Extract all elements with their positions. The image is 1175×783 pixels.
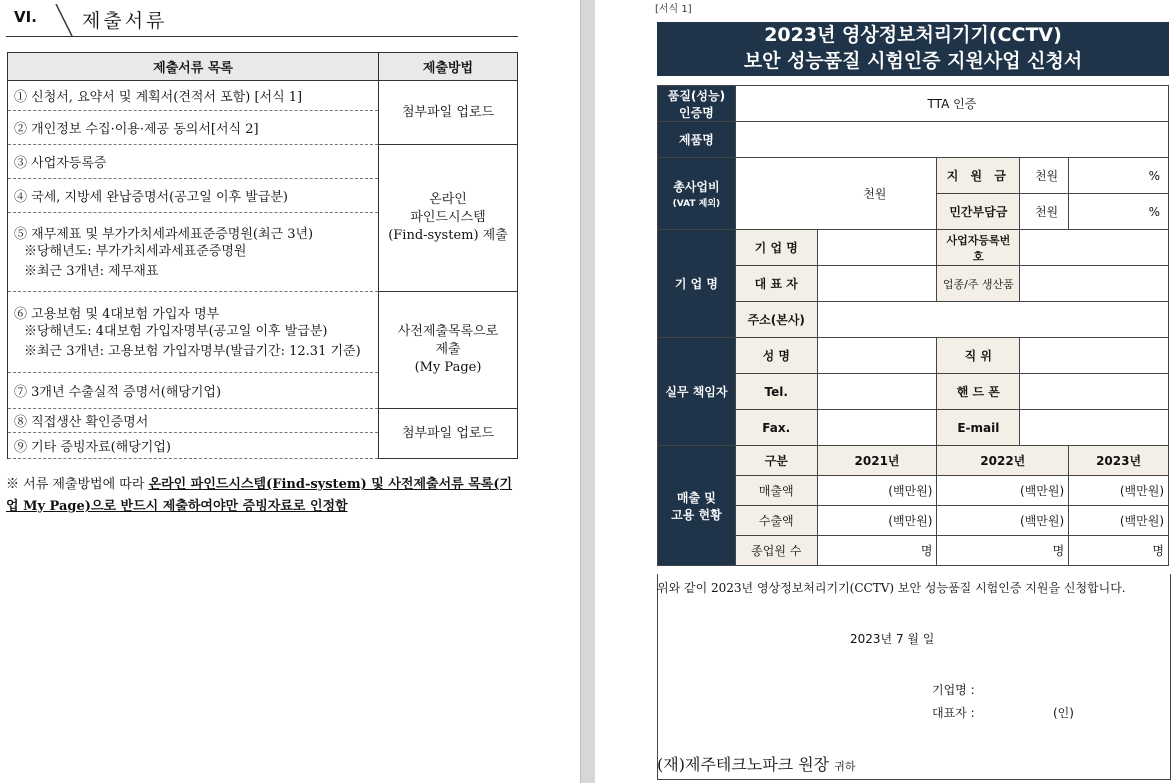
doc-item-6-title: ⑥ 고용보험 및 4대보험 가입자 명부: [14, 306, 220, 322]
support-amount-label: 지 원 금: [937, 158, 1020, 194]
doc-item-6: [8, 292, 379, 373]
private-percent-field[interactable]: %: [1069, 194, 1169, 230]
doc-item-7: ⑦ 3개년 수출실적 증명서(해당기업): [8, 373, 379, 409]
recipient-line: [657, 752, 856, 775]
note-prefix: ※ 서류 제출방법에 따라: [6, 477, 149, 492]
recipient-name: (재)제주테크노파크 원장: [657, 755, 830, 774]
section-divider-icon: [54, 4, 74, 38]
doc-item-5: [8, 213, 379, 292]
exports-2022-field[interactable]: (백만원): [937, 506, 1069, 536]
doc-method-findsystem: [379, 145, 518, 292]
cert-label-line2: 인증명: [679, 105, 714, 120]
section-number: VI.: [14, 8, 37, 26]
fax-field[interactable]: [817, 410, 937, 446]
product-name-label: 제품명: [658, 122, 736, 158]
total-cost-field[interactable]: 천원: [735, 158, 937, 230]
method-mypage-line1: 사전제출목록으로: [397, 324, 499, 339]
exports-label: 수출액: [735, 506, 817, 536]
section-underline: [6, 36, 518, 37]
application-title-line2: 보안 성능품질 시험인증 지원사업 신청서: [743, 50, 1083, 72]
industry-label: 업종/주 생산품: [937, 266, 1020, 302]
support-amount-field[interactable]: 천원: [1020, 158, 1069, 194]
exports-2021-field[interactable]: (백만원): [817, 506, 937, 536]
total-cost-label-line2: (VAT 제외): [672, 199, 721, 209]
submission-note: [6, 474, 521, 518]
form-number-label: [서식 1]: [655, 4, 692, 15]
sales-2021-field[interactable]: (백만원): [817, 476, 937, 506]
doc-method-upload-2: 첨부파일 업로드: [379, 409, 518, 459]
manager-group-label: 실무 책임자: [658, 338, 736, 446]
doc-item-4: ④ 국세, 지방세 완납증명서(공고일 이후 발급분): [8, 179, 379, 213]
declaration-box: [657, 574, 1171, 780]
employees-2021-field[interactable]: 명: [817, 536, 937, 566]
cert-name-value[interactable]: TTA 인증: [735, 86, 1168, 122]
mobile-field[interactable]: [1020, 374, 1169, 410]
method-findsystem-line2: 파인드시스템: [410, 210, 486, 225]
biz-reg-no-field[interactable]: [1020, 230, 1169, 266]
email-label: E-mail: [937, 410, 1020, 446]
tel-label: Tel.: [735, 374, 817, 410]
year-2021-header: 2021년: [817, 446, 937, 476]
note-emphasis: 온라인 파인드시스템(Find-system) 및 사전제출서류 목록(기업 My Page)으로 반드시 제출하여야만 증빙자료로 인정함: [6, 477, 513, 514]
industry-field[interactable]: [1020, 266, 1169, 302]
category-header: 구분: [735, 446, 817, 476]
docs-header-method: 제출방법: [379, 53, 518, 81]
sales-employment-group-label: [658, 446, 736, 566]
ceo-field[interactable]: [817, 266, 937, 302]
application-title-box: [657, 22, 1169, 76]
company-group-label: 기 업 명: [658, 230, 736, 338]
private-share-field[interactable]: 천원: [1020, 194, 1069, 230]
doc-item-5-note-a: ※당해년도: 부가가치세과세표준증명원: [24, 243, 247, 259]
year-2023-header: 2023년: [1069, 446, 1169, 476]
manager-position-field[interactable]: [1020, 338, 1169, 374]
method-findsystem-line1: 온라인: [429, 192, 467, 207]
ceo-label: 대 표 자: [735, 266, 817, 302]
application-date: 2023년 7 월 일: [850, 632, 935, 646]
sales-group-line2: 고용 현황: [671, 507, 722, 522]
doc-item-5-title: ⑤ 재무제표 및 부가가치세과세표준증명원(최근 3년): [14, 226, 314, 242]
support-percent-field[interactable]: %: [1069, 158, 1169, 194]
private-share-label: 민간부담금: [937, 194, 1020, 230]
doc-method-mypage: [379, 292, 518, 409]
company-name-label: 기 업 명: [735, 230, 817, 266]
exports-2023-field[interactable]: (백만원): [1069, 506, 1169, 536]
product-name-field[interactable]: [735, 122, 1168, 158]
address-field[interactable]: [817, 302, 1168, 338]
address-label: 주소(본사): [735, 302, 817, 338]
method-findsystem-line3: (Find-system) 제출: [388, 228, 508, 243]
employees-2023-field[interactable]: 명: [1069, 536, 1169, 566]
doc-item-3: ③ 사업자등록증: [8, 145, 379, 179]
total-cost-label: [658, 158, 736, 230]
recipient-suffix: 귀하: [834, 760, 856, 773]
biz-reg-no-label: 사업자등록번호: [937, 230, 1020, 266]
method-mypage-line3: (My Page): [414, 360, 482, 375]
doc-item-9: ⑨ 기타 증빙자료(해당기업): [8, 433, 379, 459]
sales-2023-field[interactable]: (백만원): [1069, 476, 1169, 506]
doc-item-6-note-a: ※당해년도: 4대보험 가입자명부(공고일 이후 발급분): [24, 323, 328, 339]
manager-name-label: 성 명: [735, 338, 817, 374]
email-field[interactable]: [1020, 410, 1169, 446]
employees-2022-field[interactable]: 명: [937, 536, 1069, 566]
section-title: 제출서류: [82, 10, 168, 32]
seal-mark: (인): [1053, 706, 1074, 720]
manager-name-field[interactable]: [817, 338, 937, 374]
submission-docs-table: [7, 52, 518, 459]
tel-field[interactable]: [817, 374, 937, 410]
employees-label: 종업원 수: [735, 536, 817, 566]
doc-item-1: ① 신청서, 요약서 및 계획서(견적서 포함) [서식 1]: [8, 81, 379, 111]
method-mypage-line2: 제출: [435, 342, 461, 357]
doc-item-2: ② 개인정보 수집·이용·제공 동의서[서식 2]: [8, 111, 379, 145]
page-gutter: [580, 0, 596, 783]
company-signature-label: 기업명 :: [932, 683, 975, 697]
doc-item-6-note-b: ※최근 3개년: 고용보험 가입자명부(발급기간: 12.31 기준): [24, 343, 361, 359]
doc-item-5-note-b: ※최근 3개년: 제무재표: [24, 263, 159, 279]
company-name-field[interactable]: [817, 230, 937, 266]
mobile-label: 핸 드 폰: [937, 374, 1020, 410]
application-title-line1: 2023년 영상정보처리기기(CCTV): [764, 24, 1062, 46]
year-2022-header: 2022년: [937, 446, 1069, 476]
manager-position-label: 직 위: [937, 338, 1020, 374]
representative-signature-label: 대표자 :: [932, 706, 975, 720]
sales-label: 매출액: [735, 476, 817, 506]
fax-label: Fax.: [735, 410, 817, 446]
total-cost-label-line1: 총사업비: [673, 180, 720, 194]
declaration-text: 위와 같이 2023년 영상정보처리기기(CCTV) 보안 성능품질 시험인증 지원을 신청합니다.: [657, 581, 1126, 595]
doc-item-8: ⑧ 직접생산 확인증명서: [8, 409, 379, 433]
sales-group-line1: 매출 및: [676, 490, 716, 505]
sales-2022-field[interactable]: (백만원): [937, 476, 1069, 506]
cert-name-label: [658, 86, 736, 122]
application-form-table: [657, 85, 1169, 566]
doc-method-upload-1: 첨부파일 업로드: [379, 81, 518, 145]
cert-label-line1: 품질(성능): [667, 88, 726, 103]
docs-header-list: 제출서류 목록: [8, 53, 379, 81]
